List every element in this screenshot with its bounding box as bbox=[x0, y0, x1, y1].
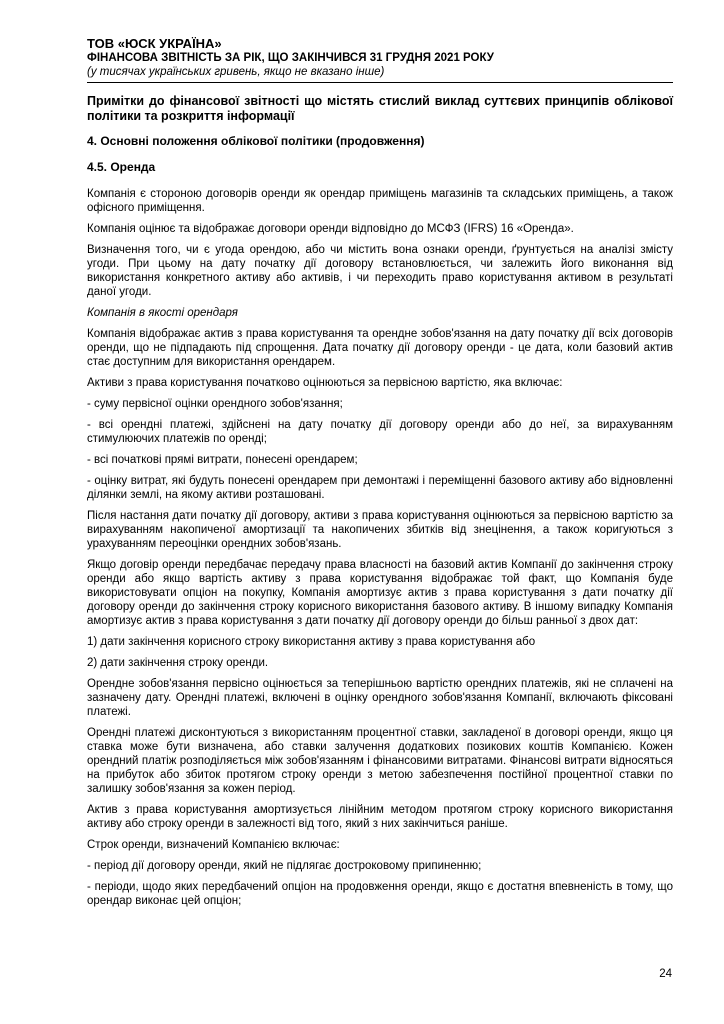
list-item: - оцінку витрат, які будуть понесені орендарем при демонтажі і переміщенні базового активу або відновленні ділянки землі, на якому активи розташовані. bbox=[87, 475, 673, 501]
list-item: 1) дати закінчення корисного строку використання активу з права користування або bbox=[87, 636, 536, 648]
paragraph: Орендні платежі дисконтуються з використанням процентної ставки, закладеної в договорі оренди, якщо ця ставка може бути визначена, або ставки залучення додаткових позикових коштів Компанією. Кожен орендний платіж розподіляється між зобов'язанням і фінансовими витратами. Фінансові витрати відносяться на прибуток або збиток протягом строку оренди з метою забезпечення постійної процентної ставки по залишку зобов'язання за кожен період. bbox=[87, 727, 673, 795]
list-item: - суму первісної оцінки орендного зобов'язання; bbox=[87, 398, 343, 410]
company-name: ТОВ «ЮСК УКРАЇНА» bbox=[87, 36, 222, 51]
paragraph: Орендне зобов'язання первісно оцінюється за теперішньою вартістю орендних платежів, які не сплачені на зазначену дату. Орендні платежі, включені в оцінку орендного зобов'язання Компанії, включають фіксовані платежі. bbox=[87, 678, 673, 718]
paragraph: Компанія оцінює та відображає договори оренди відповідно до МСФЗ (IFRS) 16 «Оренда». bbox=[87, 223, 574, 235]
subsection-heading: 4.5. Оренда bbox=[87, 160, 156, 174]
list-item: - періоди, щодо яких передбачений опціон на продовження оренди, якщо є достатня впевненість в тому, що орендар виконає цей опціон; bbox=[87, 881, 673, 907]
list-item: - всі орендні платежі, здійснені на дату початку дії договору оренди або до неї, за вирахуванням стимулюючих платежів по оренді; bbox=[87, 419, 673, 445]
section-heading: 4. Основні положення облікової політики (продовження) bbox=[87, 134, 425, 148]
paragraph: Визначення того, чи є угода орендою, або чи містить вона ознаки оренди, ґрунтується на аналізі змісту угоди. При цьому на дату початку дії договору встановлюється, чи залежить його виконання від використання конкретного активу або активів, і чи переходить право користування активом в результаті даної угоди. bbox=[87, 244, 673, 298]
paragraph: Активи з права користування початково оцінюються за первісною вартістю, яка включає: bbox=[87, 377, 563, 389]
body-text bbox=[87, 187, 673, 908]
lessee-subheading: Компанія в якості орендаря bbox=[87, 307, 238, 319]
report-subtitle: (у тисячах українських гривень, якщо не вказано інше) bbox=[87, 66, 385, 78]
paragraph: Якщо договір оренди передбачає передачу права власності на базовий актив Компанії до закінчення строку оренди або якщо вартість активу з права користування відображає той факт, що Компанія буде використовувати опціон на покупку, Компанія амортизує актив з права користування з дати початку дії договору оренди до закінчення строку корисного використання базового активу. В іншому випадку Компанія амортизує актив з права користування з дати початку дії договору оренди до більш ранньої з двох дат: bbox=[87, 559, 673, 627]
report-title: ФІНАНСОВА ЗВІТНІСТЬ ЗА РІК, ЩО ЗАКІНЧИВСЯ 31 ГРУДНЯ 2021 РОКУ bbox=[87, 52, 494, 64]
document-page bbox=[87, 36, 673, 915]
paragraph: Строк оренди, визначений Компанією включає: bbox=[87, 839, 340, 851]
page-number: 24 bbox=[659, 968, 672, 980]
paragraph: Після настання дати початку дії договору, активи з права користування оцінюються за первісною вартістю за вирахуванням накопиченої амортизації та накопичених збитків від знецінення, а також коригуються з урахуванням переоцінки орендних зобов'язань. bbox=[87, 510, 673, 550]
header-divider bbox=[87, 82, 673, 83]
report-header bbox=[87, 36, 673, 83]
notes-title: Примітки до фінансової звітності що містять стислий виклад суттєвих принципів облікової політики та розкриття інформації bbox=[87, 94, 673, 123]
list-item: - всі початкові прямі витрати, понесені орендарем; bbox=[87, 454, 358, 466]
paragraph: Компанія відображає актив з права користування та орендне зобов'язання на дату початку дії всіх договорів оренди, що не підпадають під спрощення. Дата початку дії договору оренди - це дата, коли базовий актив стає доступним для використання орендарем. bbox=[87, 328, 673, 368]
list-item: 2) дати закінчення строку оренди. bbox=[87, 657, 269, 669]
paragraph: Компанія є стороною договорів оренди як орендар приміщень магазинів та складських приміщень, а також офісного приміщення. bbox=[87, 188, 673, 214]
paragraph: Актив з права користування амортизується лінійним методом протягом строку корисного використання активу або строку оренди в залежності від того, який з них закінчиться раніше. bbox=[87, 804, 673, 830]
list-item: - період дії договору оренди, який не підлягає достроковому припиненню; bbox=[87, 860, 482, 872]
